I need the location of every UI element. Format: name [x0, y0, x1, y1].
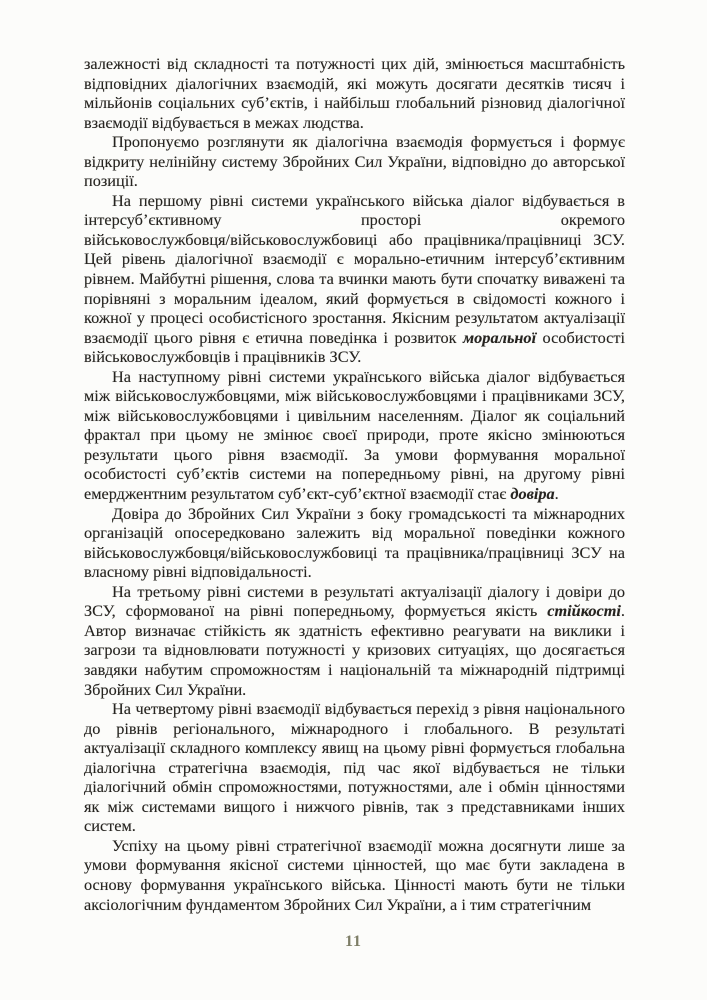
text-run: На третьому рівні системи в результаті актуалізації діалогу і довіри до ЗСУ, сформованої на рівні попередньому, формується якість	[84, 581, 625, 621]
paragraph	[84, 582, 625, 699]
text-run: На першому рівні системи українського війська діалог відбувається в інтерсуб’єктивному просторі окремого військовослужбовця/⁠військовослужбовиці або працівника/⁠працівниці ЗСУ. Цей рівень діалогічної взаємодії є морально-етичним інтерсуб’єктивним рівнем. Майбутні рішення, слова та вчинки мають бути спочатку виважені та порівняні з моральним ідеалом, який формується в свідомості кожного і кожної у процесі особистісного зростання. Якісним результатом актуалізації взаємодії цього рівня є етична поведінка і розвиток	[84, 190, 625, 347]
text-run: .	[554, 484, 559, 504]
paragraph	[84, 367, 625, 504]
paragraph	[84, 191, 625, 367]
emphasis-term: моральної	[463, 327, 537, 347]
text-run: залежності від складності та потужності цих дій, змінюється масштабність відповідних діалогічних взаємодій, які можуть досягати десятків тисяч і мільйонів соціальних суб’єктів, і найбільш глобальний різновид діалогічної взаємодії відбувається в межах людства.	[84, 54, 625, 132]
text-run: На наступному рівні системи українського війська діалог відбувається між військовослужбовцями, між військовослужбовцями і працівниками ЗСУ, між військовослужбовцями і цивільним населенням. Діалог як соціальний фрактал при цьому не змінює своєї природи, проте якісно змінюються результати цього рівня взаємодії. За умови формування моральної особистості суб’єктів системи на попередньому рівні, на другому рівні емерджентним результатом суб’єкт-суб’єктної взаємодії стає	[84, 366, 625, 504]
text-run: Пропонуємо розглянути як діалогічна взаємодія формується і формує відкриту нелінійну систему Збройних Сил України, відповідно до авторської позиції.	[84, 132, 625, 191]
paragraph	[84, 836, 625, 914]
text-run: особистості військовослужбовців і працівників ЗСУ.	[84, 327, 625, 367]
paragraph	[84, 699, 625, 836]
text-run: . Автор визначає стійкість як здатність ефективно реагувати на виклики і загрози та відновлювати потужності у кризових ситуаціях, що досягається завдяки набутим спроможностям і національній та міжнародній підтримці Збройних Сил України.	[84, 601, 625, 699]
paragraph	[84, 54, 625, 132]
page-text-block	[84, 54, 625, 914]
paragraph	[84, 504, 625, 582]
emphasis-term: стійкості	[547, 601, 621, 621]
page-number: 11	[344, 933, 363, 950]
text-run: Довіра до Збройних Сил України з боку громадськості та міжнародних організацій опосередковано залежить від моральної поведінки кожного військовослужбовця/⁠військовослужбовиці та працівника/⁠працівниці ЗСУ на власному рівні відповідальності.	[84, 503, 625, 582]
emphasis-term: довіра	[510, 484, 555, 504]
paragraph	[84, 132, 625, 191]
text-run: Успіху на цьому рівні стратегічної взаємодії можна досягнути лише за умови формування якісної системи цінностей, що має бути закладена в основу формування українського війська. Цінності мають бути не тільки аксіологічним фундаментом Збройних Сил України, а і тим стратегічним	[84, 835, 625, 914]
text-run: На четвертому рівні взаємодії відбувається перехід з рівня національного до рівнів регіонального, міжнародного і глобального. В результаті актуалізації складного комплексу явищ на цьому рівні формується глобальна діалогічна стратегічна взаємодія, під час якої відбувається не тільки діалогічний обмін спроможностями, потужностями, але і обмін цінностями як між системами вищого і нижчого рівнів, так з представниками інших систем.	[84, 699, 625, 836]
